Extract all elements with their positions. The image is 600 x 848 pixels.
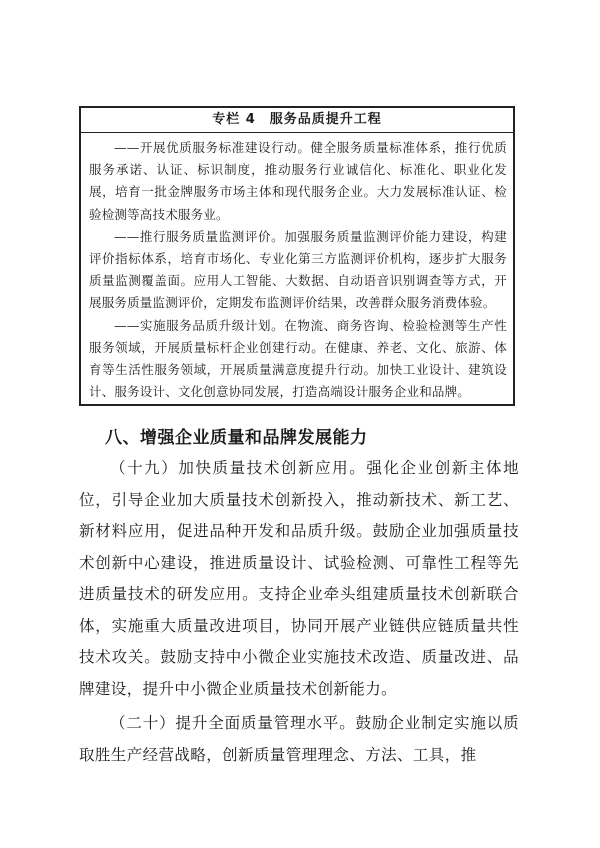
section-heading: 八、增强企业质量和品牌发展能力 bbox=[105, 428, 368, 448]
box-paragraph-1: ——开展优质服务标准建设行动。健全服务质量标准体系，推行优质服务承诺、认证、标识制度，推动服务行业诚信化、标准化、职业化发展，培育一批金牌服务市场主体和现代服务企业。大力发展标准认证、检验检测等高技术服务业。 bbox=[89, 140, 507, 222]
main-text bbox=[79, 453, 519, 771]
feature-box-body bbox=[81, 133, 513, 403]
main-paragraph-20: （二十）提升全面质量管理水平。鼓励企业制定实施以质取胜生产经营战略，创新质量管理理念、方法、工具，推 bbox=[79, 714, 519, 764]
main-paragraph-19: （十九）加快质量技术创新应用。强化企业创新主体地位，引导企业加大质量技术创新投入，推动新技术、新工艺、新材料应用，促进品种开发和品质升级。鼓励企业加强质量技术创新中心建设，推进质量设计、试验检测、可靠性工程等先进质量技术的研发应用。支持企业牵头组建质量技术创新联合体，实施重大质量改进项目，协同开展产业链供应链质量共性技术攻关。鼓励支持中小微企业实施技术改造、质量改进、品牌建设，提升中小微企业质量技术创新能力。 bbox=[79, 459, 519, 698]
feature-box bbox=[79, 106, 515, 406]
box-paragraph-2: ——推行服务质量监测评价。加强服务质量监测评价能力建设，构建评价指标体系，培育市场化、专业化第三方监测评价机构，逐步扩大服务质量监测覆盖面。应用人工智能、大数据、自动语音识别调查等方式，开展服务质量监测评价，定期发布监测评价结果，改善群众服务消费体验。 bbox=[89, 228, 507, 311]
feature-box-title: 专栏 4 服务品质提升工程 bbox=[81, 108, 513, 133]
box-paragraph-3: ——实施服务品质升级计划。在物流、商务咨询、检验检测等生产性服务领域，开展质量标杆企业创建行动。在健康、养老、文化、旅游、体育等生活性服务领域，开展质量满意度提升行动。加快工业设计、建筑设计、服务设计、文化创意协同发展，打造高端设计服务企业和品牌。 bbox=[89, 317, 507, 400]
